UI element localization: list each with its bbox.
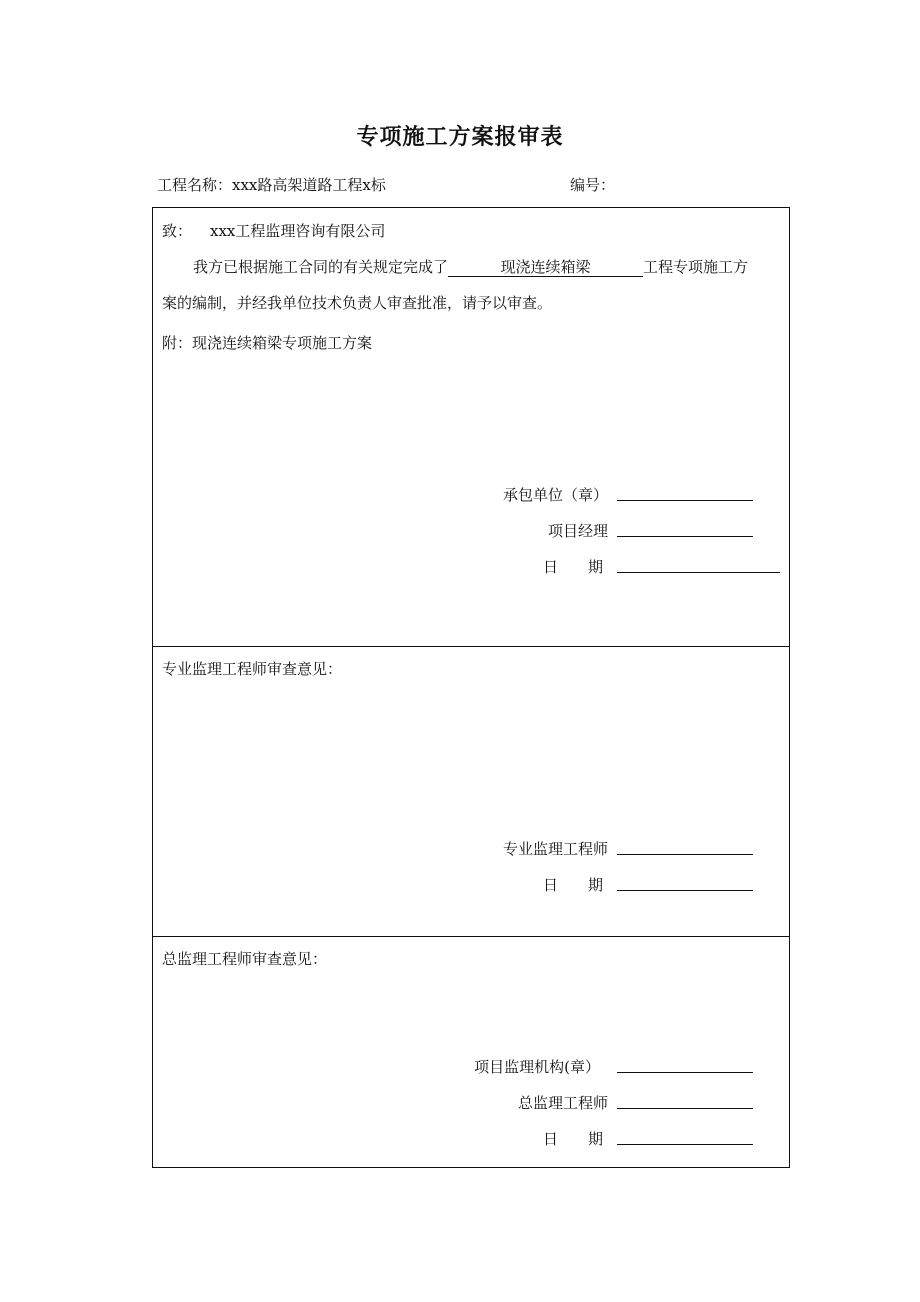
recipient-line — [162, 220, 385, 241]
date-label-2: 日 期 — [543, 876, 604, 894]
project-manager-line[interactable] — [617, 536, 753, 537]
recipient-value: xxx工程监理咨询有限公司 — [210, 222, 386, 240]
contractor-seal-label: 承包单位（章） — [502, 486, 608, 504]
statement-line-2: 案的编制，并经我单位技术负责人审查批准，请予以审查。 — [162, 294, 553, 312]
date-label-3: 日 期 — [543, 1130, 604, 1148]
scheme-name-value: 现浇连续箱梁 — [500, 258, 591, 276]
project-manager-label: 项目经理 — [547, 522, 608, 540]
section-divider-2 — [152, 936, 790, 937]
statement-suffix: 工程专项施工方 — [643, 258, 749, 276]
supervision-org-line[interactable] — [617, 1072, 753, 1073]
specialist-engineer-line[interactable] — [617, 854, 753, 855]
chief-review-heading: 总监理工程师审查意见： — [162, 950, 328, 968]
statement-prefix: 我方已根据施工合同的有关规定完成了 — [193, 258, 449, 276]
serial-number-label: 编号： — [570, 176, 616, 194]
attachment-line: 附：现浇连续箱梁专项施工方案 — [162, 334, 373, 352]
contractor-seal-line[interactable] — [617, 500, 753, 501]
chief-engineer-line[interactable] — [617, 1108, 753, 1109]
supervision-org-label: 项目监理机构(章） — [474, 1058, 600, 1076]
statement-line-1 — [193, 256, 748, 277]
date-line-2[interactable] — [617, 890, 753, 891]
scheme-name-field — [448, 258, 643, 277]
document-title: 专项施工方案报审表 — [356, 124, 564, 150]
section-divider-1 — [152, 646, 790, 647]
project-name-label: 工程名称：xxx路高架道路工程x标 — [157, 176, 386, 194]
specialist-review-heading: 专业监理工程师审查意见： — [162, 660, 343, 678]
chief-engineer-label: 总监理工程师 — [517, 1094, 608, 1112]
date-line-1[interactable] — [617, 572, 780, 573]
recipient-label: 致： — [162, 222, 193, 240]
date-label-1: 日 期 — [543, 558, 604, 576]
specialist-engineer-label: 专业监理工程师 — [502, 840, 608, 858]
date-line-3[interactable] — [617, 1144, 753, 1145]
